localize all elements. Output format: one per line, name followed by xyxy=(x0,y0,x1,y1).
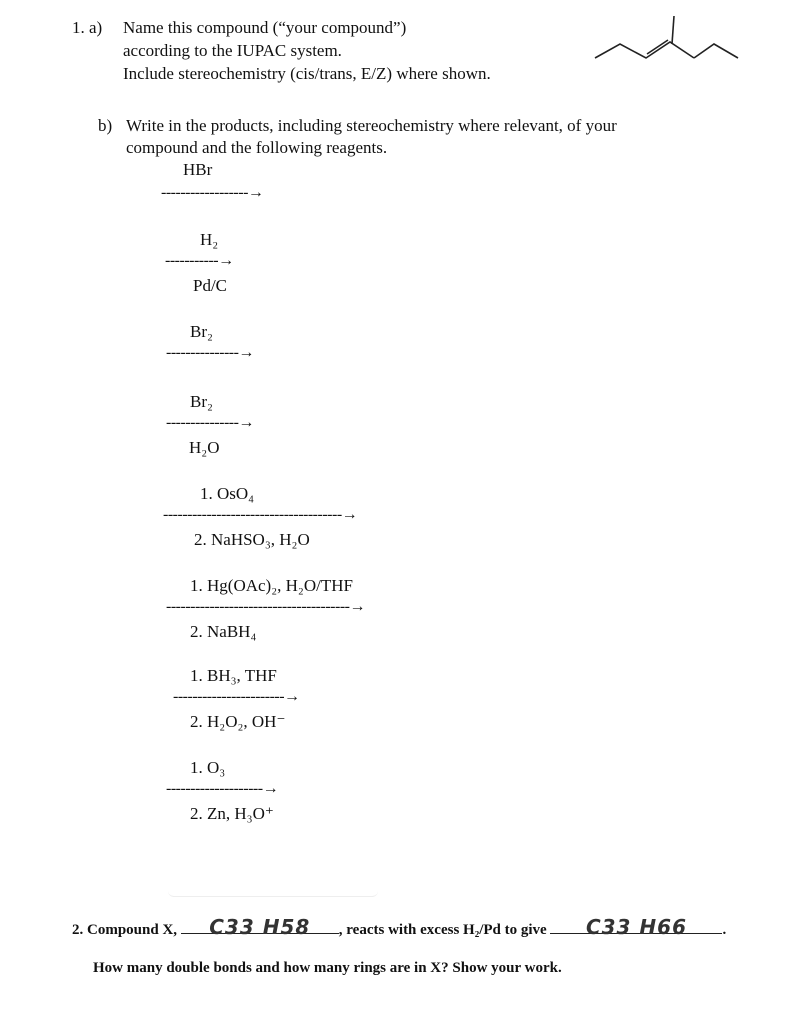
reagent-above: 1. O₃ xyxy=(190,758,226,777)
reaction-arrow: -----------------------→ xyxy=(173,688,300,705)
q1b-line-1: Write in the products, including stereochemistry where relevant, of your xyxy=(126,116,617,135)
q2-end: . xyxy=(722,922,727,938)
reaction-arrow: ---------------→ xyxy=(166,344,254,361)
reagent-above: 1. Hg(OAc)₂, H₂O/THF xyxy=(190,576,353,595)
reaction-arrow: --------------------------------------→ xyxy=(166,598,365,615)
reagent-above: H₂ xyxy=(200,230,219,249)
q1b-label: b) xyxy=(98,116,113,135)
q1a-line-3: Include stereochemistry (cis/trans, E/Z) where shown. xyxy=(123,64,491,83)
handwritten-formula-1: C33 H58 xyxy=(209,915,311,939)
reagent-below: 2. NaHSO₃, H₂O xyxy=(194,530,310,549)
q2-lead: 2. Compound X, xyxy=(72,922,178,938)
skeletal-structure-diagram xyxy=(590,14,760,74)
handwritten-formula-2: C33 H66 xyxy=(585,915,687,939)
q1a-line-2: according to the IUPAC system. xyxy=(123,41,342,60)
reagent-above: 1. BH₃, THF xyxy=(190,666,277,685)
q1a-line-1: Name this compound (“your compound”) xyxy=(123,18,407,37)
reagent-below: Pd/C xyxy=(193,276,228,295)
reaction-arrow: ------------------→ xyxy=(161,184,264,201)
reaction-arrow: -----------→ xyxy=(165,252,234,269)
reaction-arrow: --------------------→ xyxy=(166,780,279,797)
reaction-arrow: -------------------------------------→ xyxy=(163,506,358,523)
reagent-below: H₂O xyxy=(189,438,220,457)
reagent-below: 2. Zn, H₃O⁺ xyxy=(190,804,274,823)
q2-answer-blank-2[interactable] xyxy=(550,915,722,939)
reagent-above: Br₂ xyxy=(190,322,213,341)
reagent-above: HBr xyxy=(183,160,213,179)
reagent-below: 2. H₂O₂, OH⁻ xyxy=(190,712,286,731)
reaction-arrow: ---------------→ xyxy=(166,414,254,431)
reagent-above: Br₂ xyxy=(190,392,213,411)
q2-line xyxy=(72,915,726,939)
q1b-line-2: compound and the following reagents. xyxy=(126,138,388,157)
q2-mid: , reacts with excess H₂/Pd to give xyxy=(338,922,547,938)
faint-box xyxy=(168,862,378,897)
q1-number: 1. a) xyxy=(72,18,103,37)
reagent-above: 1. OsO₄ xyxy=(200,484,255,503)
q2-question: How many double bonds and how many rings are in X? Show your work. xyxy=(93,960,562,976)
reagent-below: 2. NaBH₄ xyxy=(190,622,257,641)
q2-answer-blank-1[interactable] xyxy=(181,915,339,939)
